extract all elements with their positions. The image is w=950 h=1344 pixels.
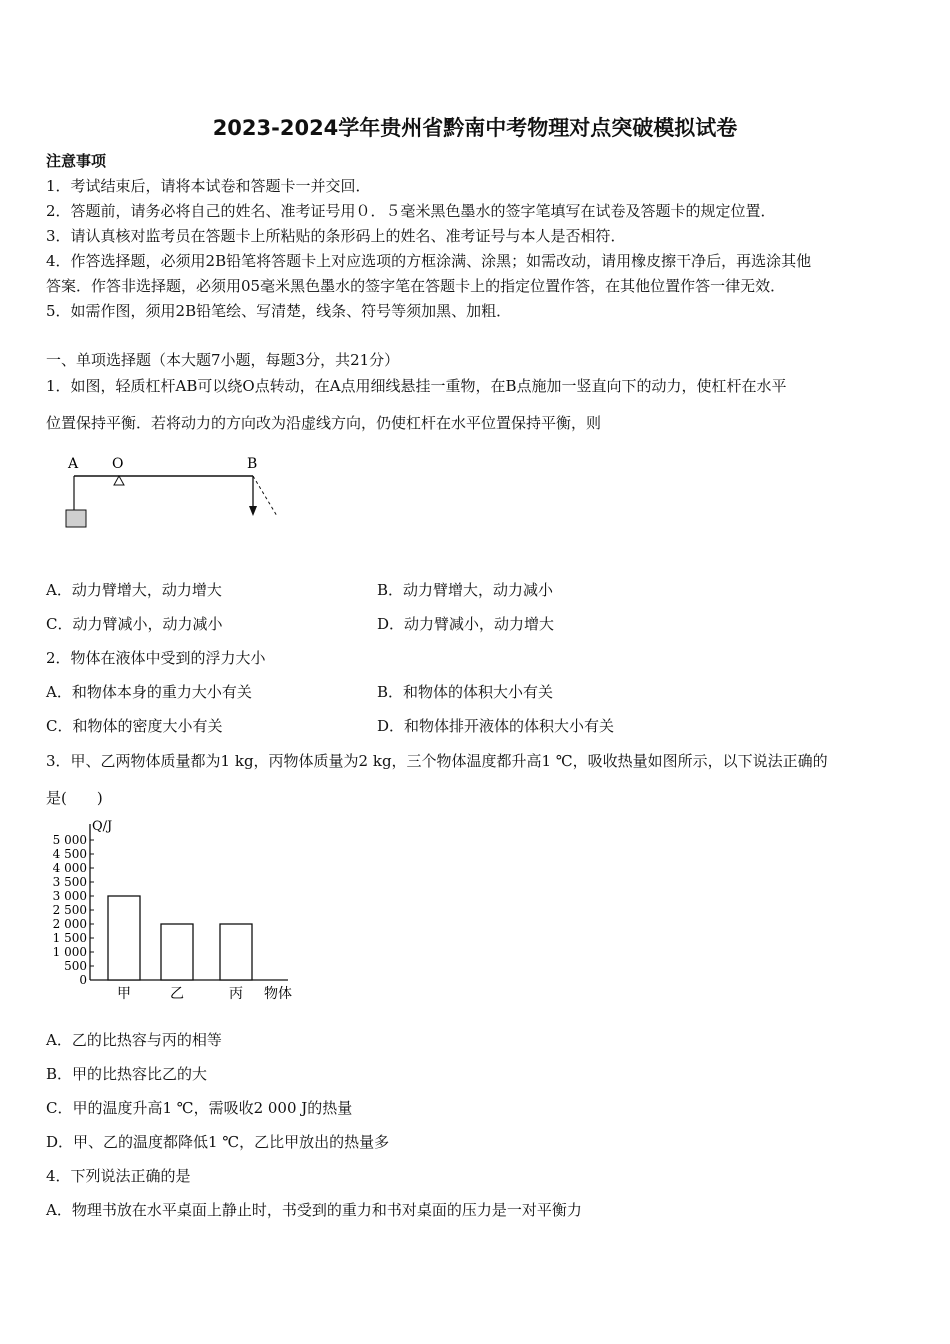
q1-option-c: C．动力臂减小，动力减小 <box>46 615 223 633</box>
dashed-force-line <box>253 476 277 516</box>
q1-option-a: A．动力臂增大，动力增大 <box>46 581 222 599</box>
notice-item: 3．请认真核对监考员在答题卡上所粘贴的条形码上的姓名、准考证号与本人是否相符． <box>46 227 626 245</box>
q3-stem-line1: 3．甲、乙两物体质量都为1 kg，丙物体质量为2 kg，三个物体温度都升高1 ℃，吸收热量如图所示，以下说法正确的 <box>46 752 828 770</box>
q3-stem-line2: 是( ) <box>46 789 103 807</box>
notice-item: 4．作答选择题，必须用2B铅笔将答题卡上对应选项的方框涂满、涂黑；如需改动，请用橡皮擦干净后，再选涂其他 <box>46 252 812 270</box>
notice-item: 5．如需作图，须用2B铅笔绘、写清楚，线条、符号等须加黑、加粗． <box>46 302 512 320</box>
weight-block <box>66 510 86 527</box>
y-tick-label: 1 000 <box>52 945 87 959</box>
notice-item: 2．答题前，请务必将自己的姓名、准考证号用０．５毫米黑色墨水的签字笔填写在试卷及答题卡的规定位置． <box>46 202 776 220</box>
y-tick-label: 4 000 <box>52 861 87 875</box>
y-axis-label: Q/J <box>92 819 113 834</box>
q4-option-a: A．物理书放在水平桌面上静止时，书受到的重力和书对桌面的压力是一对平衡力 <box>46 1201 582 1219</box>
y-tick-label: 500 <box>64 959 87 973</box>
force-arrow-head <box>249 506 257 516</box>
q2-option-c: C．和物体的密度大小有关 <box>46 717 223 735</box>
q1-stem-line1: 1．如图，轻质杠杆AB可以绕O点转动，在A点用细线悬挂一重物，在B点施加一竖直向下的动力，使杠杆在水平 <box>46 377 787 395</box>
bar <box>161 924 193 980</box>
y-tick-label: 4 500 <box>52 847 87 861</box>
y-tick-label: 5 000 <box>52 833 87 847</box>
q2-option-a: A．和物体本身的重力大小有关 <box>46 683 252 701</box>
x-category-label: 丙 <box>229 986 243 1002</box>
label-o: O <box>112 456 124 472</box>
q2-stem: 2．物体在液体中受到的浮力大小 <box>46 649 266 667</box>
q1-option-d: D．动力臂减小，动力增大 <box>377 615 555 633</box>
label-a: A <box>68 456 79 472</box>
q1-option-b: B．动力臂增大，动力减小 <box>377 581 554 599</box>
q3-option-d: D．甲、乙的温度都降低1 ℃，乙比甲放出的热量多 <box>46 1133 390 1151</box>
bar <box>108 896 140 980</box>
y-tick-label: 2 000 <box>52 917 87 931</box>
q2-option-b: B．和物体的体积大小有关 <box>377 683 554 701</box>
q1-stem-line2: 位置保持平衡．若将动力的方向改为沿虚线方向，仍使杠杆在水平位置保持平衡，则 <box>46 414 602 432</box>
q4-stem: 4．下列说法正确的是 <box>46 1167 191 1185</box>
notice-heading: 注意事项 <box>46 152 107 170</box>
section-heading: 一、单项选择题（本大题7小题，每题3分，共21分） <box>46 351 400 369</box>
q3-option-b: B．甲的比热容比乙的大 <box>46 1065 208 1083</box>
pivot-triangle <box>114 476 124 485</box>
y-tick-label: 1 500 <box>52 931 87 945</box>
bar <box>220 924 252 980</box>
page-title: 2023-2024学年贵州省黔南中考物理对点突破模拟试卷 <box>212 116 738 140</box>
notice-item: 答案．作答非选择题，必须用05毫米黑色墨水的签字笔在答题卡上的指定位置作答，在其他位置作答一律无效． <box>46 277 786 295</box>
q3-option-a: A．乙的比热容与丙的相等 <box>46 1031 222 1049</box>
heat-bar-chart <box>40 812 310 1012</box>
q3-option-c: C．甲的温度升高1 ℃，需吸收2 000 J的热量 <box>46 1099 353 1117</box>
x-category-label: 乙 <box>170 986 184 1002</box>
y-tick-label: 0 <box>79 973 87 987</box>
lever-diagram <box>55 452 295 537</box>
x-category-label: 甲 <box>117 986 131 1002</box>
y-tick-label: 3 000 <box>52 889 87 903</box>
x-axis-label: 物体 <box>264 986 292 1002</box>
y-tick-label: 3 500 <box>52 875 87 889</box>
q2-option-d: D．和物体排开液体的体积大小有关 <box>377 717 615 735</box>
y-tick-label: 2 500 <box>52 903 87 917</box>
notice-item: 1．考试结束后，请将本试卷和答题卡一并交回． <box>46 177 371 195</box>
label-b: B <box>247 456 258 472</box>
